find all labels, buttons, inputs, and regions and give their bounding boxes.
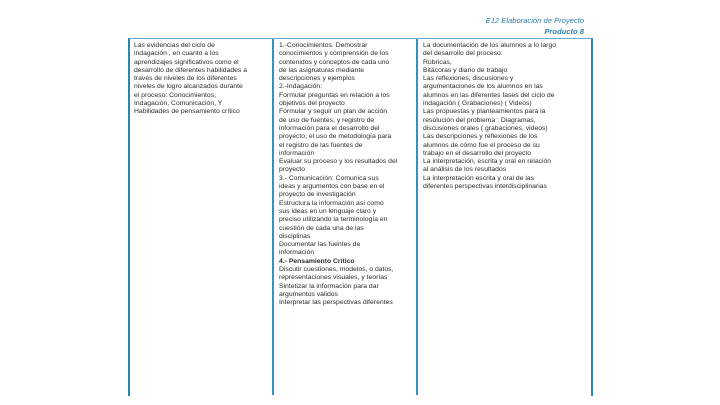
text-line: contenidos y conceptos de cada uno — [279, 58, 390, 66]
text-line: indagación , en cuanto a los — [134, 50, 219, 58]
text-line: al análisis de los resultados — [423, 166, 507, 174]
text-line: indagación ( Grabaciones) ( Videos) — [423, 100, 532, 108]
text-line: información para el desarrollo del — [279, 124, 380, 132]
product-label: Producto 8 — [544, 27, 584, 36]
text-line: descripciones y ejemplos — [279, 75, 355, 83]
text-line: resolución del problema : Diagramas, — [423, 116, 536, 124]
document-title: E12 Elaboración de Proyecto — [485, 16, 584, 25]
text-line: Habilidades de pensamiento crítico — [134, 108, 240, 116]
text-line: el proceso: Conocimientos, — [134, 91, 216, 99]
text-line: La interpretación, escrita y oral en relación — [423, 158, 552, 166]
text-line: argumentos válidos — [279, 290, 338, 298]
column-divider — [272, 39, 274, 395]
text-line: Interpretar las perspectivas diferentes — [279, 299, 393, 307]
criteria-column — [275, 40, 415, 395]
text-line: discusiones orales ( grabaciones, videos) — [423, 124, 548, 132]
text-line: de uso de fuentes, y registro de — [279, 116, 375, 124]
text-line: disciplinas — [279, 232, 311, 240]
text-line: aprendizajes significativos como el — [134, 58, 239, 66]
text-line: proyecto — [279, 166, 306, 174]
evidence-column — [130, 40, 272, 395]
text-line: Las reflexiones, discusiones y — [423, 75, 514, 83]
text-line: proyecto de investigación — [279, 191, 356, 199]
text-line: La interpretación escrita y oral de las — [423, 174, 535, 182]
text-line: Discutir cuestiones, modelos, o datos, — [279, 266, 394, 274]
documentation-column — [419, 40, 587, 395]
text-line: de las asignaturas mediante — [279, 66, 365, 74]
text-line: 1.-Conocimientos. Demostrar — [279, 42, 368, 49]
text-line: sus ideas en un lenguaje claro y — [279, 207, 377, 215]
text-line: Formular y seguir un plan de acción — [279, 108, 388, 116]
text-line: cuestión de cada una de las — [279, 224, 364, 232]
text-line: Las descripciones y reflexiones de los — [423, 133, 538, 141]
text-line: Evaluar su proceso y los resultados del — [279, 158, 398, 166]
text-line: Formular preguntas en relación a los — [279, 91, 390, 99]
text-line: niveles de logro alcanzados durante — [134, 83, 243, 91]
column-divider — [416, 39, 418, 395]
text-line: conocimientos y comprensión de los — [279, 50, 389, 58]
text-line: Indagación, Comunicación, Y — [134, 100, 223, 108]
text-line: Documentar las fuentes de — [279, 241, 361, 249]
text-line: La documentación de los alumnos a lo largo — [423, 42, 557, 49]
text-line: diferentes perspectivas interdisciplinarias — [423, 183, 547, 191]
text-line: 3.- Comunicación: Comunica sus — [279, 174, 379, 182]
text-line: Estructura la información así como — [279, 199, 384, 207]
text-line: objetivos del proyecto — [279, 100, 345, 108]
text-line: desarrollo de diferentes habilidades a — [134, 66, 247, 74]
text-line: información — [279, 149, 315, 157]
text-line: alumnos en las diferentes fases del ciclo de — [423, 91, 555, 99]
text-line: Rúbricas, — [423, 58, 452, 66]
text-line: ideas y argumentos con base en el — [279, 183, 385, 191]
text-line: alumnos de cómo fue el proceso de su — [423, 141, 540, 149]
text-line: trabajo en el desarrollo del proyecto — [423, 149, 532, 157]
text-line: través de niveles de los diferentes — [134, 75, 237, 83]
text-line: 2.-Indagación: — [279, 83, 323, 91]
text-line: argumentaciones de los alumnos en las — [423, 83, 543, 91]
text-line: Bitácoras y diario de trabajo — [423, 66, 508, 74]
text-line: Las evidencias del ciclo de — [134, 42, 215, 49]
text-line: información — [279, 249, 315, 257]
text-line: preciso utilizando la terminología en — [279, 216, 388, 224]
text-line: Las propuestas y planteamientos para la — [423, 108, 546, 116]
text-line: el registro de las fuentes de — [279, 141, 363, 149]
text-line: Sintetizar la información para dar — [279, 282, 379, 290]
text-line: proyecto, el uso de metodología para — [279, 133, 392, 141]
section-heading: 4.- Pensamiento Crítico — [279, 257, 355, 265]
text-line: del desarrollo del proceso: — [423, 50, 503, 58]
text-line: representaciones visuales, y teorías — [279, 274, 388, 282]
